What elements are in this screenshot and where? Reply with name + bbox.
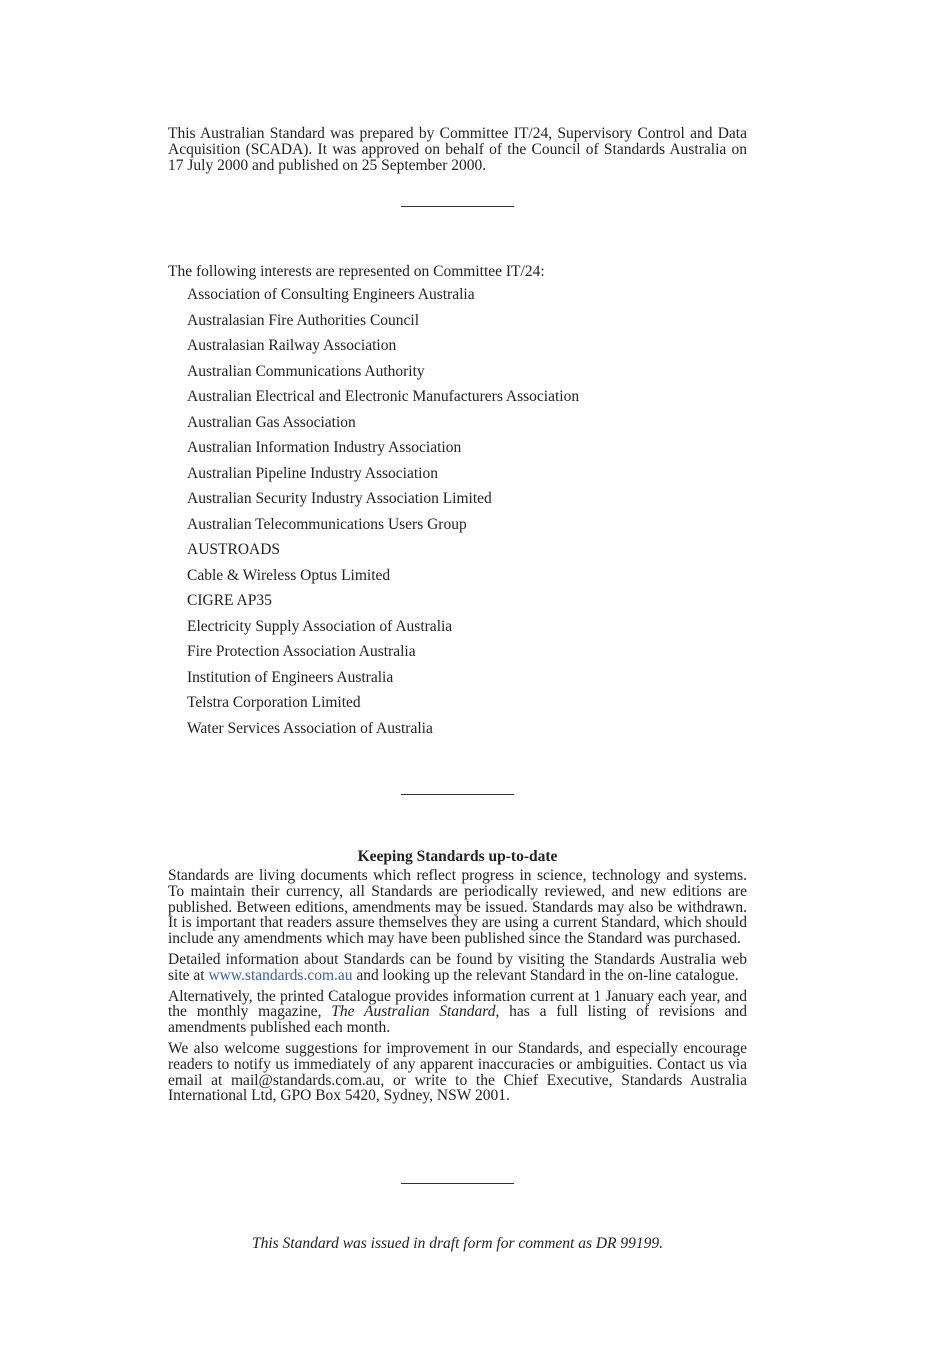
interests-intro: The following interests are represented on Committee IT/24: bbox=[168, 263, 545, 280]
member-item: Australian Communications Authority bbox=[187, 362, 425, 380]
text-span: Alternatively, the printed Catalogue provides information current at 1 January each year, and the monthly magazine, bbox=[168, 987, 747, 1021]
text-span: and looking up the relevant Standard in the on-line catalogue. bbox=[352, 966, 739, 984]
member-item: Association of Consulting Engineers Australia bbox=[187, 286, 475, 303]
member-item: Australian Electrical and Electronic Manufacturers Association bbox=[187, 388, 580, 405]
member-item: Electricity Supply Association of Australia bbox=[187, 617, 453, 635]
member-item: Australasian Railway Association bbox=[187, 337, 397, 354]
divider-rule bbox=[401, 1183, 514, 1184]
member-item: Fire Protection Association Australia bbox=[187, 643, 416, 660]
keeping-up-to-date-section bbox=[168, 848, 747, 1109]
member-item: Australian Security Industry Association Limited bbox=[187, 490, 492, 507]
divider-rule bbox=[401, 794, 514, 795]
member-item: CIGRE AP35 bbox=[187, 592, 272, 609]
updates-paragraph-3 bbox=[168, 989, 747, 1036]
committee-interests bbox=[168, 262, 747, 741]
member-item: Australian Telecommunications Users Group bbox=[187, 515, 467, 533]
text-span: , has a full listing of revisions and amendments published each month. bbox=[168, 1003, 747, 1037]
member-item: Australian Information Industry Association bbox=[187, 439, 462, 456]
member-item: Australian Pipeline Industry Association bbox=[187, 464, 438, 482]
text-span: Detailed information about Standards can be found by visiting the Standards Australia web site at bbox=[168, 950, 747, 984]
member-item: Telstra Corporation Limited bbox=[187, 694, 361, 711]
member-item: Institution of Engineers Australia bbox=[187, 668, 394, 686]
section-heading: Keeping Standards up-to-date bbox=[357, 848, 558, 865]
member-list bbox=[168, 282, 747, 741]
member-item: Australasian Fire Authorities Council bbox=[187, 311, 420, 329]
intro-paragraph: This Australian Standard was prepared by Committee IT/24, Supervisory Control and Data Acquisition (SCADA). It was approved on behalf of the Council of Standards Australia on 17 July 2000 and published on 25 September 2000. bbox=[168, 125, 747, 174]
magazine-title: The Australian Standard bbox=[331, 1003, 496, 1021]
member-item: AUSTROADS bbox=[187, 541, 281, 558]
updates-paragraph-2 bbox=[168, 952, 747, 984]
draft-footer-note: This Standard was issued in draft form for comment as DR 99199. bbox=[251, 1234, 664, 1252]
divider-rule bbox=[401, 206, 514, 207]
standards-website-link[interactable]: www.standards.com.au bbox=[208, 966, 353, 984]
member-item: Cable & Wireless Optus Limited bbox=[187, 566, 391, 584]
member-item: Water Services Association of Australia bbox=[187, 719, 433, 737]
member-item: Australian Gas Association bbox=[187, 413, 356, 431]
updates-paragraph-1: Standards are living documents which reflect progress in science, technology and systems. To maintain their currency, all Standards are periodically reviewed, and new editions are published. Between editions, amendments may be issued. Standards may also be withdrawn. It is important that readers assure themselves they are using a current Standard, which should include any amendments which may have been published since the Standard was purchased. bbox=[168, 867, 747, 948]
updates-paragraph-4: We also welcome suggestions for improvement in our Standards, and especially encourage readers to notify us immediately of any apparent inaccuracies or ambiguities. Contact us via email at mail@standards.com.au, or write to the Chief Executive, Standards Australia International Ltd, GPO Box 5420, Sydney, NSW 2001. bbox=[168, 1039, 747, 1105]
